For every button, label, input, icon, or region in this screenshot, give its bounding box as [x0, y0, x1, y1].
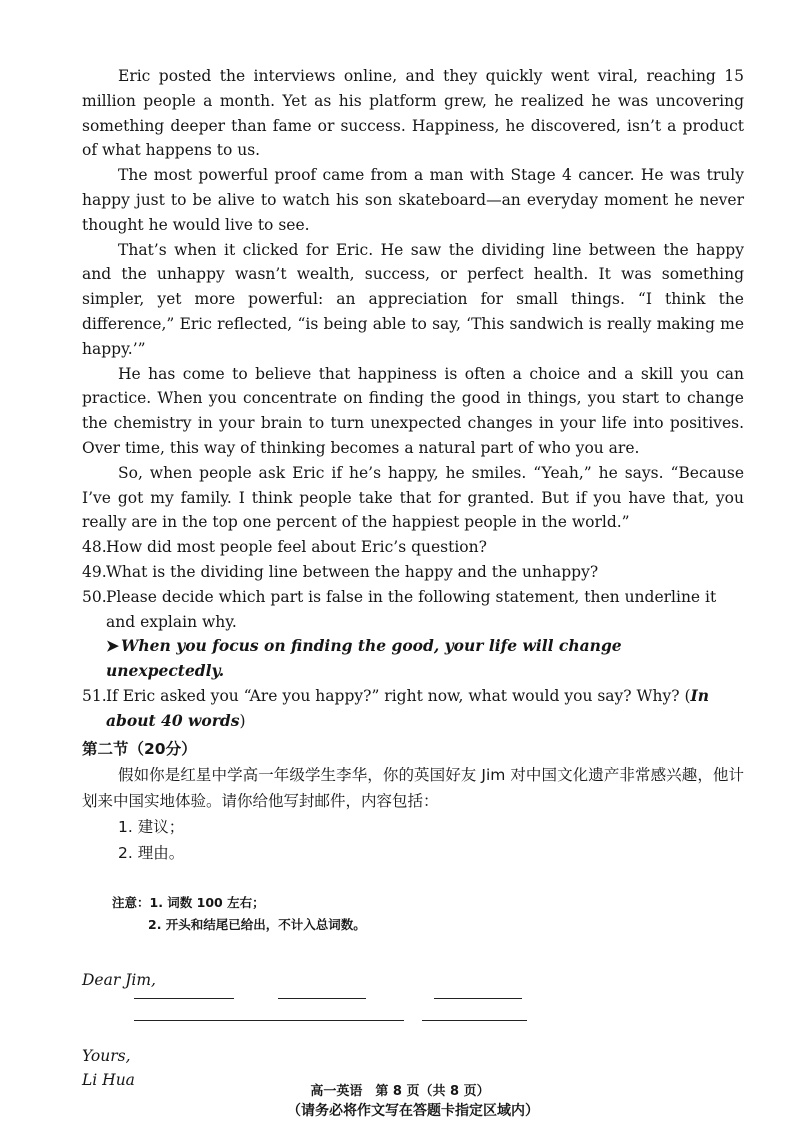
writing-prompt: 假如你是红星中学高一年级学生李华，你的英国好友 Jim 对中国文化遗产非常感兴趣，他计划来中国实地体验。请你给他写封邮件，内容包括： [82, 765, 744, 810]
writing-blanks-row-1 [82, 992, 744, 1020]
question-number: 50. [82, 587, 107, 606]
passage-paragraph-5: So, when people ask Eric if he’s happy, he smiles. “Yeah,” he says. “Because I’ve got my family. I think people take that for granted. But if you have that, you really are in the top one percent of the happiest people in the world.” [82, 463, 744, 532]
letter-signature: Li Hua [82, 1070, 135, 1089]
prompt-item-1: 1. 建议； [118, 817, 185, 836]
note-line-2: 2. 开头和结尾已给出，不计入总词数。 [148, 916, 366, 932]
page-footer: 高一英语 第 8 页（共 8 页） [310, 1084, 490, 1099]
passage-paragraph-3: That’s when it clicked for Eric. He saw the dividing line between the happy and the unhappy wasn’t wealth, success, or perfect health. It was something simpler, yet more powerful: an appreciation for small things. “I think the difference,” Eric reflected, “is being able to say, ‘This sandwich is really making me happy.’” [82, 240, 744, 358]
writing-blank [134, 998, 234, 999]
writing-blank [422, 1020, 527, 1021]
question-number: 49. [82, 562, 107, 581]
writing-blank [434, 998, 522, 999]
passage-paragraph-1: Eric posted the interviews online, and they quickly went viral, reaching 15 million people a month. Yet as his platform grew, he realized he was uncovering something deeper than fame or success. Happiness, he discovered, isn’t a product of what happens to us. [82, 67, 744, 160]
question-49 [82, 560, 744, 585]
section-title: 第二节（20分） [82, 739, 197, 758]
note-line-1: 注意：1. 词数 100 左右； [112, 894, 265, 910]
arrow-bullet-icon: ➤ [106, 636, 119, 656]
question-50 [82, 585, 744, 635]
writing-blanks-row-2 [82, 1020, 744, 1034]
passage-paragraph-4: He has come to believe that happiness is often a choice and a skill you can practice. When you concentrate on finding the good in things, you start to change the chemistry in your brain to turn unexpected changes in your life into positives. Over time, this way of thinking becomes a natural part of who you are. [82, 364, 744, 457]
writing-blank [134, 1020, 404, 1021]
statement-text: When you focus on finding the good, your life will change unexpectedly. [106, 636, 622, 681]
answer-sheet-note: （请务必将作文写在答题卡指定区域内） [287, 1102, 539, 1119]
question-text: If Eric asked you “Are you happy?” right now, what would you say? Why? ( [106, 686, 691, 705]
question-48 [82, 535, 744, 560]
question-text: What is the dividing line between the happy and the unhappy? [106, 562, 599, 581]
question-51 [82, 684, 744, 734]
question-text: How did most people feel about Eric’s question? [106, 538, 487, 557]
question-number: 48. [82, 538, 107, 557]
question-number: 51. [82, 686, 107, 705]
prompt-item-2: 2. 理由。 [118, 843, 185, 862]
question-text: Please decide which part is false in the following statement, then underline it and explain why. [106, 587, 717, 631]
letter-closing: Yours, [82, 1046, 131, 1065]
word-limit: In about 40 words [106, 685, 710, 730]
writing-blank [278, 998, 366, 999]
letter-greeting: Dear Jim, [82, 970, 156, 989]
passage-paragraph-2: The most powerful proof came from a man with Stage 4 cancer. He was truly happy just to be alive to watch his son skateboard—an everyday moment he never thought he would live to see. [82, 166, 744, 234]
question-text-end: ) [239, 711, 246, 730]
question-50-statement [106, 634, 744, 684]
